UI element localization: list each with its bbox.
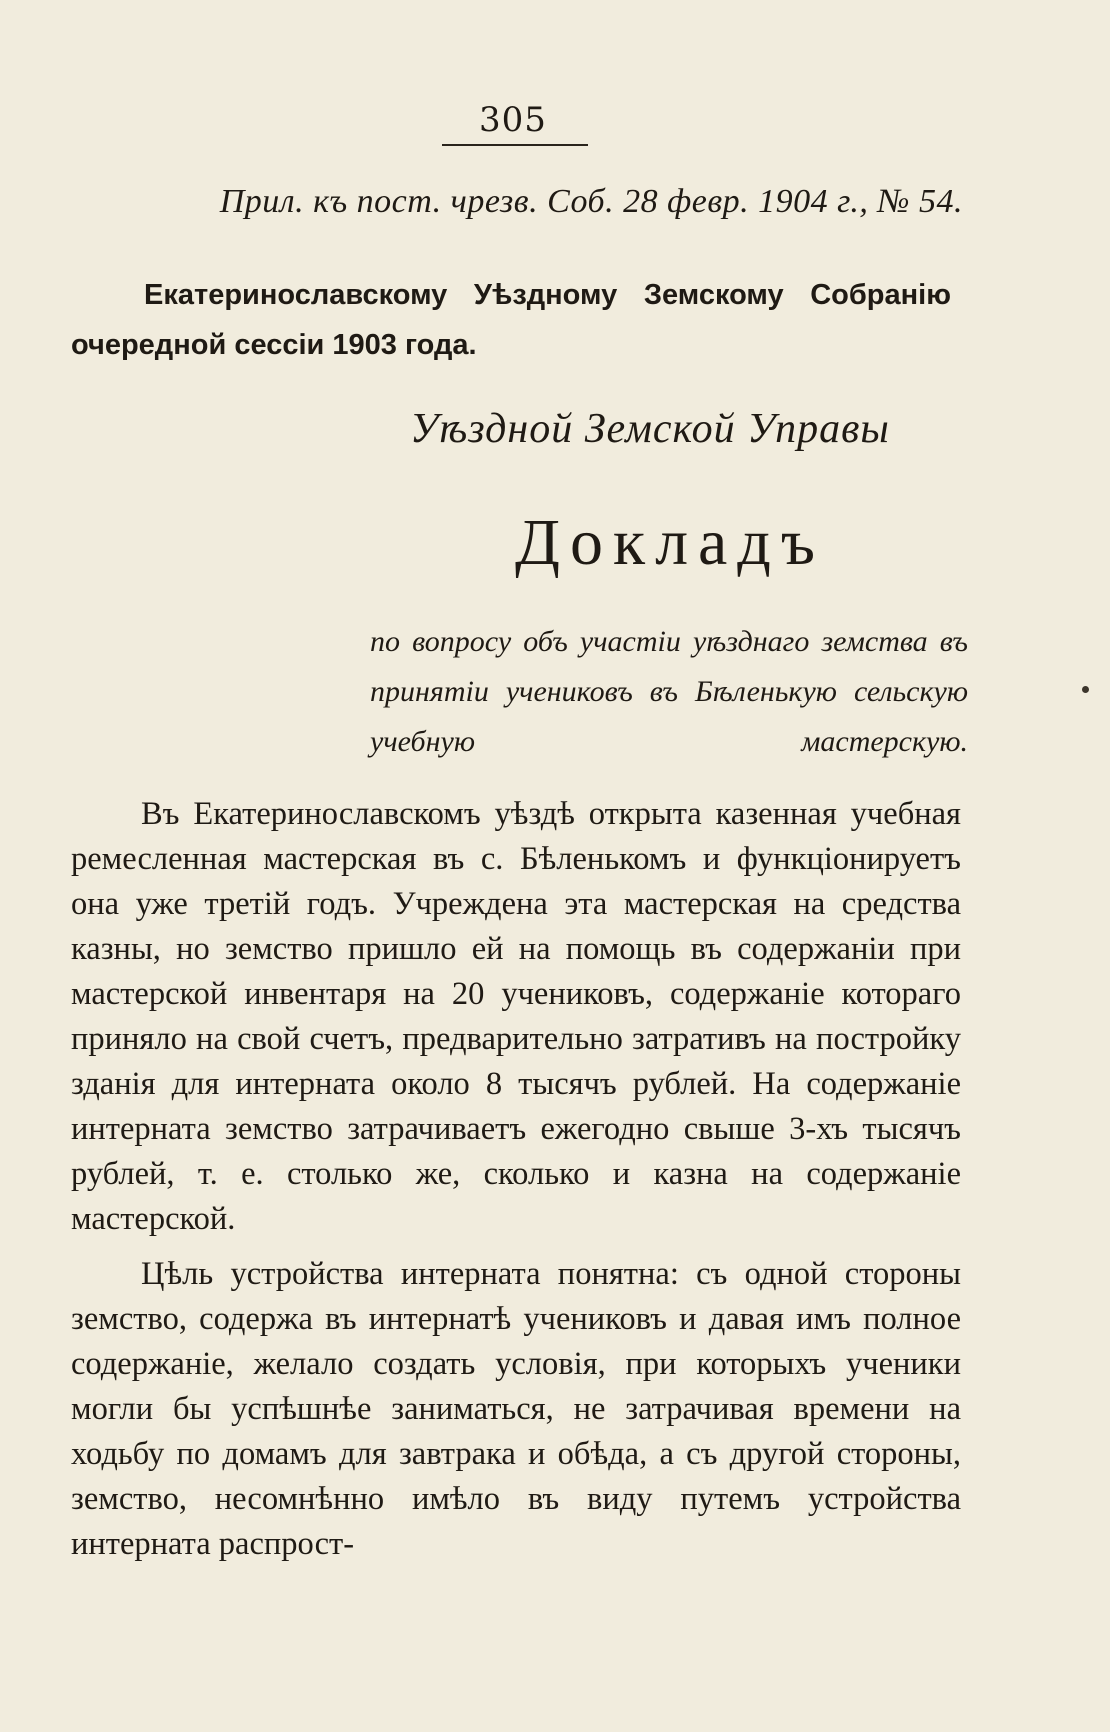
page-number-rule [442, 144, 588, 146]
attachment-note: Прил. къ пост. чрезв. Соб. 28 февр. 1904 г., № 54. [219, 183, 963, 220]
body-text [71, 792, 961, 1567]
report-subject: по вопросу объ участіи уѣзднаго земства въ принятіи учениковъ въ Бѣленькую сельскую учебную мастерскую. [370, 625, 968, 758]
report-title: Докладъ [514, 506, 826, 579]
board-title: Уѣздной Земской Управы [410, 406, 890, 452]
body-paragraph-2: Цѣль устройства интерната понятна: съ одной стороны земство, содержа въ интернатѣ учениковъ и давая имъ полное содержаніе, желало создать условія, при которыхъ ученики могли бы успѣшнѣе заниматься, не затрачивая времени на ходьбу по домамъ для завтрака и обѣда, а съ другой стороны, земство, несомнѣнно имѣло въ виду путемъ устройства интерната распрост- [71, 1256, 961, 1562]
address-line: Екатеринославскому Уѣздному Земскому Собранію очередной сессіи 1903 года. [71, 279, 951, 361]
page-number: 305 [479, 100, 547, 140]
body-paragraph-1: Въ Екатеринославскомъ уѣздѣ открыта казенная учебная ремесленная мастерская въ с. Бѣленькомъ и функціонируетъ она уже третій годъ. Учреждена эта мастерская на средства казны, но земство пришло ей на помощь въ содержаніи при мастерской инвентаря на 20 учениковъ, содержаніе котораго приняло на свой счетъ, предварительно затративъ на постройку зданія для интерната около 8 тысячъ рублей. На содержаніе интерната земство затрачиваетъ ежегодно свыше 3-хъ тысячъ рублей, т. е. столько же, сколько и казна на содержаніе мастерской. [71, 796, 961, 1237]
margin-mark [1082, 686, 1089, 693]
